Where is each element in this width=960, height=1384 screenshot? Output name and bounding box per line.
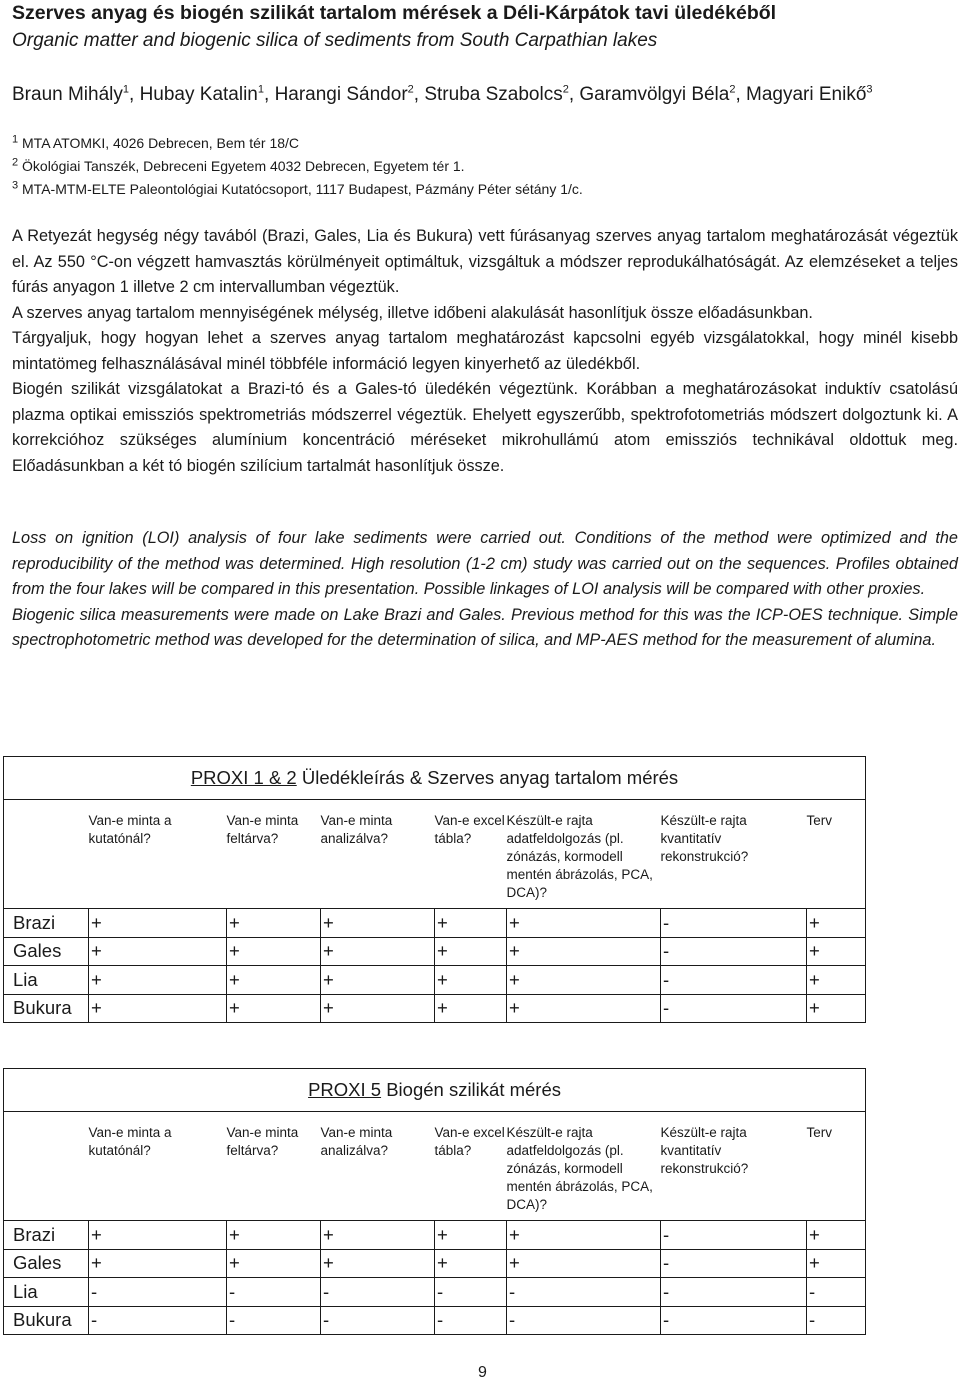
value-cell: + — [807, 1221, 866, 1250]
value-cell: - — [435, 1278, 507, 1307]
value-cell: - — [321, 1278, 435, 1307]
lake-name-cell: Bukura — [4, 1306, 89, 1335]
value-cell: + — [89, 909, 227, 938]
header-cell-empty — [4, 1112, 89, 1221]
column-header: Készült-e rajta kvantitatív rekonstrukció? — [660, 1125, 749, 1176]
column-header: Terv — [807, 800, 866, 909]
abstract-hungarian — [12, 224, 958, 479]
value-cell: + — [435, 1221, 507, 1250]
table-row — [4, 1306, 866, 1335]
lake-name-cell: Bukura — [4, 994, 89, 1023]
value-cell: - — [507, 1278, 661, 1307]
value-cell: + — [89, 1221, 227, 1250]
value-cell: - — [661, 909, 807, 938]
value-cell: - — [89, 1306, 227, 1335]
column-header: Van-e excel tábla? — [434, 1125, 505, 1158]
proxi-5-table — [3, 1068, 866, 1335]
lake-name-cell: Lia — [4, 1278, 89, 1307]
value-cell: + — [89, 937, 227, 966]
value-cell: + — [227, 909, 321, 938]
value-cell: - — [507, 1306, 661, 1335]
value-cell: + — [321, 966, 435, 995]
value-cell: + — [507, 966, 661, 995]
value-cell: + — [321, 1221, 435, 1250]
author: Garamvölgyi Béla$^2$, — [579, 83, 747, 105]
value-cell: + — [227, 966, 321, 995]
author: Harangi Sándor$^2$, — [274, 83, 425, 105]
author: Hubay Katalin$^1$, — [139, 83, 275, 105]
value-cell: + — [227, 1221, 321, 1250]
table-row — [4, 966, 866, 995]
page-number: 9 — [478, 1364, 487, 1381]
author: Struba Szabolcs$^2$, — [424, 83, 580, 105]
lake-name-cell: Brazi — [4, 1221, 89, 1250]
column-header: Készült-e rajta adatfeldolgozás (pl. zónázás, kormodell mentén ábrázolás, PCA, DCA)? — [506, 813, 653, 900]
value-cell: + — [807, 909, 866, 938]
affiliation: $^3$ MTA-MTM-ELTE Paleontológiai Kutatócsoport, 1117 Budapest, Pázmány Péter sétány 1/c. — [12, 179, 583, 197]
value-cell: - — [321, 1306, 435, 1335]
column-header: Készült-e rajta adatfeldolgozás (pl. zónázás, kormodell mentén ábrázolás, PCA, DCA)? — [506, 1125, 653, 1212]
value-cell: + — [807, 937, 866, 966]
value-cell: + — [435, 966, 507, 995]
abstract-paragraph: Loss on ignition (LOI) analysis of four lake sediments were carried out. Conditions of the method were optimized and the reproducibility of the method was determined. High resolution (1-2 cm) study was carried out on the sequences. Profiles obtained from the four lakes will be compared in this presentation. Possible linkages of LOI analysis will be compared with other proxies. — [12, 529, 958, 598]
value-cell: + — [435, 994, 507, 1023]
value-cell: + — [89, 966, 227, 995]
value-cell: - — [89, 1278, 227, 1307]
value-cell: - — [661, 1221, 807, 1250]
value-cell: + — [227, 937, 321, 966]
table-header-row — [4, 800, 866, 909]
value-cell: - — [661, 1306, 807, 1335]
proxi-1-2-table — [3, 756, 866, 1023]
table-row — [4, 1249, 866, 1278]
table-row — [4, 909, 866, 938]
value-cell: + — [807, 994, 866, 1023]
value-cell: + — [321, 937, 435, 966]
column-header: Terv — [807, 1112, 866, 1221]
value-cell: + — [227, 1249, 321, 1278]
value-cell: - — [661, 966, 807, 995]
table-caption: PROXI 5 Biogén szilikát mérés — [4, 1069, 866, 1112]
value-cell: + — [227, 994, 321, 1023]
abstract-paragraph: Tárgyaljuk, hogy hogyan lehet a szerves anyag tartalom meghatározást kapcsolni egyéb vizsgálatokkal, hogy minél kisebb mintatömeg felhasználásával minél többféle információ legyen kinyerhető az üledékből. — [12, 329, 958, 373]
author: Braun Mihály$^1$, — [12, 83, 140, 105]
table-row — [4, 1278, 866, 1307]
value-cell: + — [321, 994, 435, 1023]
value-cell: + — [435, 1249, 507, 1278]
abstract-paragraph: A szerves anyag tartalom mennyiségének mélység, illetve időbeni alakulását hasonlítjuk össze előadásunkban. — [12, 303, 813, 322]
value-cell: + — [89, 994, 227, 1023]
column-header: Van-e minta a kutatónál? — [88, 813, 172, 846]
value-cell: + — [321, 909, 435, 938]
affiliation-list — [12, 132, 583, 201]
column-header: Van-e minta analizálva? — [320, 813, 393, 846]
lake-name-cell: Brazi — [4, 909, 89, 938]
column-header: Van-e minta analizálva? — [320, 1125, 393, 1158]
table-row — [4, 1221, 866, 1250]
column-header: Készült-e rajta kvantitatív rekonstrukció? — [660, 813, 749, 864]
value-cell: + — [507, 1221, 661, 1250]
value-cell: - — [435, 1306, 507, 1335]
abstract-paragraph: Biogén szilikát vizsgálatokat a Brazi-tó és a Gales-tó üledékén végeztünk. Korábban a meghatározásokat induktív csatolású plazma optikai emissziós spektrometriás módszerrel végeztük. Ehelyett egyszerűbb, spektrofotometriás módszert dolgoztunk ki. A korrekcióhoz szükséges alumínium koncentráció méréseket mikrohullámú atom emissziós technikával oldottuk meg. Előadásunkban a két tó biogén szilícium tartalmát hasonlítjuk össze. — [12, 380, 958, 475]
author: Magyari Enikő$^3$ — [746, 83, 873, 105]
value-cell: - — [661, 994, 807, 1023]
lake-name-cell: Gales — [4, 937, 89, 966]
column-header: Van-e minta a kutatónál? — [88, 1125, 172, 1158]
column-header: Van-e excel tábla? — [434, 813, 505, 846]
value-cell: - — [807, 1306, 866, 1335]
affiliation: $^1$ MTA ATOMKI, 4026 Debrecen, Bem tér 18/C — [12, 133, 300, 151]
value-cell: + — [807, 1249, 866, 1278]
value-cell: + — [435, 909, 507, 938]
value-cell: + — [507, 1249, 661, 1278]
value-cell: - — [661, 1249, 807, 1278]
document-subtitle: Organic matter and biogenic silica of sediments from South Carpathian lakes — [12, 30, 658, 51]
value-cell: - — [227, 1306, 321, 1335]
abstract-paragraph: Biogenic silica measurements were made on Lake Brazi and Gales. Previous method for this was the ICP-OES technique. Simple spectrophotometric method was developed for the determination of silica, and MP-AES method for the measurement of alumina. — [12, 605, 958, 649]
abstract-english — [12, 526, 958, 654]
table-row — [4, 994, 866, 1023]
value-cell: + — [89, 1249, 227, 1278]
value-cell: - — [661, 1278, 807, 1307]
table-caption: PROXI 1 & 2 Üledékleírás & Szerves anyag tartalom mérés — [4, 757, 866, 800]
lake-name-cell: Lia — [4, 966, 89, 995]
affiliation: $^2$ Ökológiai Tanszék, Debreceni Egyetem 4032 Debrecen, Egyetem tér 1. — [12, 156, 465, 174]
value-cell: - — [227, 1278, 321, 1307]
value-cell: + — [507, 994, 661, 1023]
table-row — [4, 937, 866, 966]
value-cell: + — [435, 937, 507, 966]
value-cell: - — [807, 1278, 866, 1307]
header-cell-empty — [4, 800, 89, 909]
value-cell: + — [507, 937, 661, 966]
abstract-paragraph: A Retyezát hegység négy tavából (Brazi, Gales, Lia és Bukura) vett fúrásanyag szerves anyag tartalom meghatározását végeztük el. Az 550 °C-on végzett hamvasztás körülményeit optimáltuk, vizsgáltuk a módszer reprodukálhatóságát. Az elemzéseket a teljes fúrás anyagon 1 illetve 2 cm intervallumban végeztük. — [12, 227, 958, 296]
value-cell: - — [661, 937, 807, 966]
value-cell: + — [807, 966, 866, 995]
lake-name-cell: Gales — [4, 1249, 89, 1278]
table-header-row — [4, 1112, 866, 1221]
value-cell: + — [321, 1249, 435, 1278]
author-list — [12, 84, 873, 106]
column-header: Van-e minta feltárva? — [226, 1125, 299, 1158]
document-title: Szerves anyag és biogén szilikát tartalom mérések a Déli-Kárpátok tavi üledékéből — [12, 2, 777, 24]
column-header: Van-e minta feltárva? — [226, 813, 299, 846]
value-cell: + — [507, 909, 661, 938]
